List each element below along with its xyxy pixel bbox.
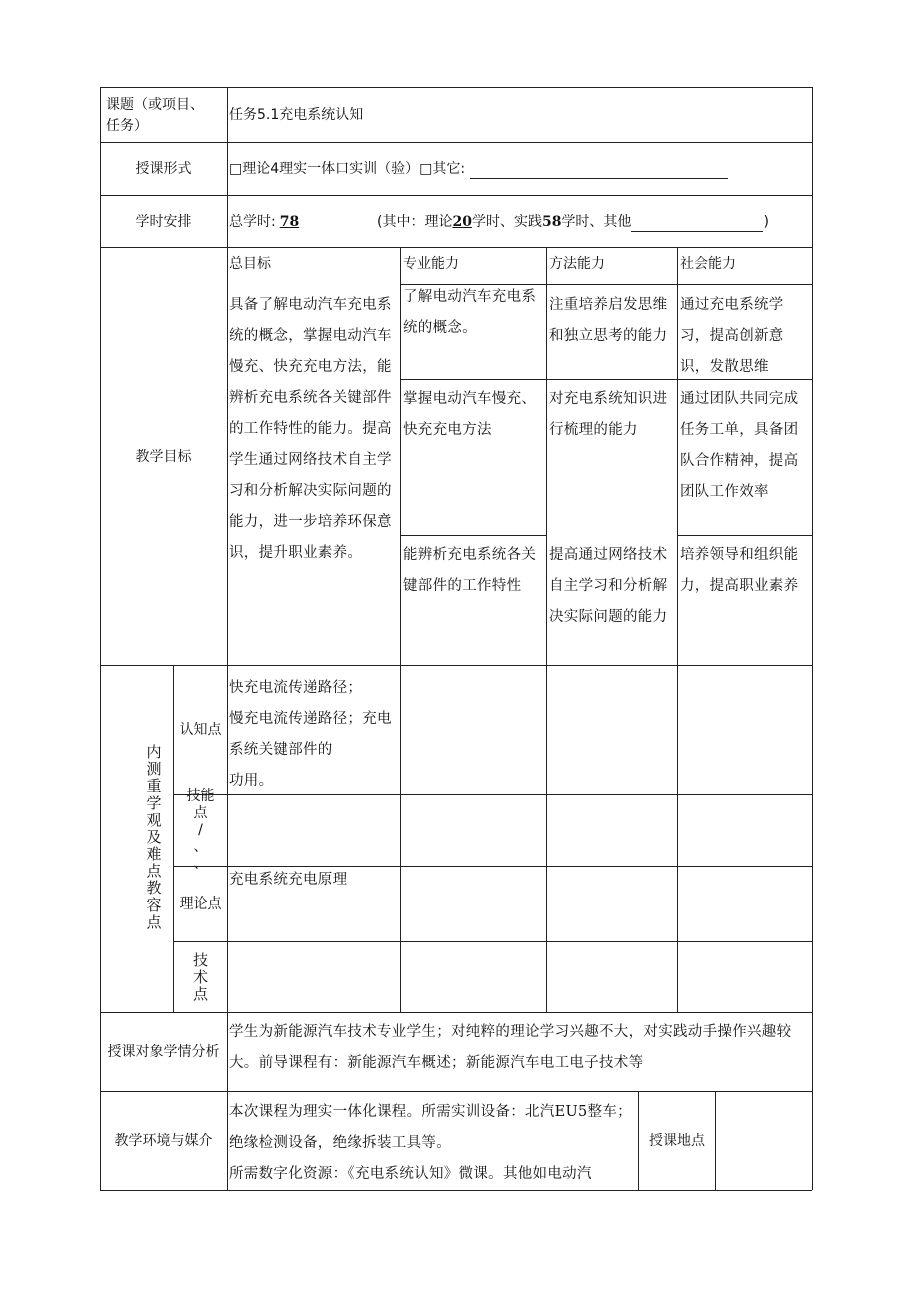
professional-ability-2: 掌握电动汽车慢充、快充充电方法 [403,391,537,438]
form-value [229,159,809,181]
col-professional-header: 专业能力 [403,256,459,272]
hours-close: ) [763,214,769,230]
overall-objective: 具备了解电动汽车充电系统的概念，掌握电动汽车慢充、快充充电方法，能辨析充电系统各关键部件的工作特性的能力。提高学生通过网络技术自主学习和分析解决实际问题的能力，进一步培养环保意识，提升职业素养。 [229,297,392,561]
topic-label: 课题（或项目、 任务） [106,97,204,134]
hours-total-value: 78 [279,214,300,230]
hours-label: 学时安排 [135,213,192,230]
hours-total [229,212,319,234]
tech-label: 技 术 点 [192,950,208,1003]
method-ability-2: 对充电系统知识进行梳理的能力 [549,391,668,438]
hours-total-label: 总学时: [229,214,276,230]
location-label: 授课地点 [649,1133,705,1149]
cognitive-label: 认知点 [179,722,222,738]
col-overall-header: 总目标 [229,256,271,272]
lesson-plan-table [100,87,812,1190]
method-ability-1: 注重培养启发思维和独立思考的能力 [549,297,668,344]
content-label: 内 测 重 学 观 及 难 点 教 容 点 [146,742,162,931]
location-value [717,1097,811,1187]
hours-theory: 20 [452,214,472,230]
form-other-blank [470,163,728,179]
hours-detail-suffix: 学时、其他 [561,214,632,230]
objectives-label: 教学目标 [135,448,192,465]
environment-label: 教学环境与媒介 [114,1133,213,1149]
theory-label: 理论点 [179,896,222,912]
professional-ability-1: 了解电动汽车充电系统的概念。 [403,289,537,336]
method-ability-3: 提高通过网络技术自主学习和分析解决实际问题的能力 [549,547,668,625]
col-social-header: 社会能力 [680,256,736,272]
form-label: 授课形式 [135,161,192,177]
environment-text: 本次课程为理实一体化课程。所需实训设备：北汽EU5整车；绝缘检测设备，绝缘拆装工具等。 所需数字化资源：《充电系统认知》微课。其他如电动汽 [229,1104,632,1182]
hours-other-blank [631,216,763,232]
hours-practice: 58 [541,214,562,230]
professional-ability-3: 能辨析充电系统各关键部件的工作特性 [403,547,537,594]
skill-label: 技能 点 / 、 、 [186,788,215,872]
col-method-header: 方法能力 [549,256,605,272]
hours-detail-prefix: (其中：理论 [377,214,453,230]
cognitive-points: 快充电流传递路径； 慢充电流传递路径；充电系统关键部件的 功用。 [229,680,392,789]
theory-points: 充电系统充电原理 [229,872,348,888]
learners-analysis: 学生为新能源汽车技术专业学生；对纯粹的理论学习兴趣不大，对实践动手操作兴趣较大。前导课程有：新能源汽车概述；新能源汽车电工电子技术等 [229,1024,792,1071]
hours-detail [377,212,809,234]
topic-value: 任务5.1充电系统认知 [229,107,364,123]
social-ability-2: 通过团队共同完成任务工单，具备团队合作精神，提高团队工作效率 [680,391,799,500]
social-ability-3: 培养领导和组织能力，提高职业素养 [680,547,799,594]
form-options: □理论4理实一体口实训（验）□其它: [229,161,466,177]
hours-detail-mid: 学时、实践 [471,214,542,230]
social-ability-1: 通过充电系统学习，提高创新意识，发散思维 [680,297,784,375]
learners-label: 授课对象学情分析 [107,1044,220,1060]
